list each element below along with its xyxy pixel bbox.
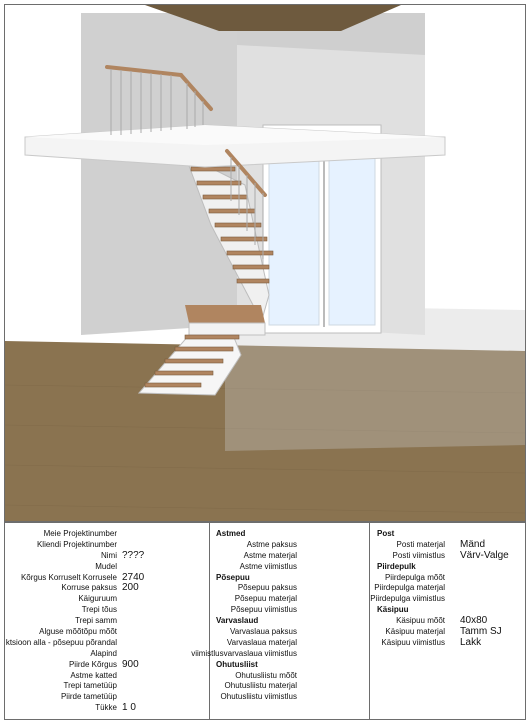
field-label: Nimi <box>101 550 117 560</box>
table-row <box>370 616 525 627</box>
section-header: Põsepuu <box>216 572 250 582</box>
field-label: Trepi samm <box>75 616 117 626</box>
field-label: Ohutusliistu viimistlus <box>220 692 297 702</box>
field-label: Ohutusliistu materjal <box>224 681 297 691</box>
table-row <box>210 594 369 605</box>
table-row <box>5 540 209 551</box>
field-label: Põsepuu viimistlus <box>230 605 297 615</box>
field-label: Astme paksus <box>246 539 297 549</box>
field-label: Käsipuu viimistlus <box>381 637 445 647</box>
table-row <box>5 649 209 660</box>
field-value: 40x80 <box>460 615 488 627</box>
section-header: Post <box>377 529 395 538</box>
field-value: 2740 <box>122 571 145 583</box>
table-row <box>5 551 209 562</box>
field-label: Alguse mõõtõpu mõõt <box>39 627 117 637</box>
table-row <box>5 660 209 671</box>
field-label: Piirde tametüüp <box>60 692 117 702</box>
table-row <box>210 660 369 671</box>
field-label: Posti materjal <box>396 539 445 549</box>
table-row <box>370 605 525 616</box>
field-label: Astme katted <box>70 670 117 680</box>
table-row <box>370 551 525 562</box>
field-label: Mudel <box>95 561 117 571</box>
stair-render-illustration <box>5 5 525 521</box>
field-label: Kliendi Projektinumber <box>36 539 117 549</box>
field-label: viimistlusvarvaslaua viimistlus <box>191 648 297 658</box>
field-label: Käiguruum <box>78 594 117 604</box>
table-row <box>5 681 209 692</box>
specification-table <box>4 522 526 720</box>
stair-3d-render <box>4 4 526 522</box>
project-column <box>5 523 210 719</box>
table-row <box>5 605 209 616</box>
table-row <box>5 627 209 638</box>
table-row <box>5 529 209 540</box>
field-label: Alapind <box>90 648 117 658</box>
table-row <box>370 583 525 594</box>
field-label: Varvaslaua paksus <box>230 627 297 637</box>
field-label: Astme viimistlus <box>239 561 297 571</box>
table-row <box>210 540 369 551</box>
section-header: Ohutusliist <box>216 659 258 669</box>
field-label: Kõrgus Korruselt Korrusele <box>20 572 117 582</box>
field-value: Lakk <box>460 636 482 648</box>
field-value: 1 0 <box>122 702 136 714</box>
field-label: Piirdepulga materjal <box>374 583 445 593</box>
table-row <box>5 703 209 714</box>
field-value: 900 <box>122 658 139 670</box>
field-label: Piirde Kõrgus <box>68 659 117 669</box>
table-row <box>5 692 209 703</box>
field-label: ktsioon alla - põsepuu põrandal <box>5 637 117 647</box>
field-label: Tükke <box>95 703 117 713</box>
table-row <box>370 562 525 573</box>
table-row <box>370 573 525 584</box>
field-label: Piirdepulga viimistlus <box>370 594 445 604</box>
field-value: Mänd <box>460 538 486 550</box>
table-row <box>210 529 369 540</box>
table-row <box>210 573 369 584</box>
table-row <box>370 638 525 649</box>
table-row <box>5 583 209 594</box>
field-label: Käsipuu mõõt <box>396 616 445 626</box>
field-label: Posti viimistlus <box>392 550 445 560</box>
table-row <box>370 594 525 605</box>
field-value: Värv-Valge <box>460 549 509 561</box>
section-header: Astmed <box>216 529 246 538</box>
field-value: Tamm SJ <box>460 626 502 638</box>
field-value: ???? <box>122 549 145 561</box>
field-label: Trepi tõus <box>81 605 117 615</box>
field-label: Astme materjal <box>243 550 297 560</box>
table-row <box>210 562 369 573</box>
table-row <box>210 671 369 682</box>
field-value: 200 <box>122 582 139 594</box>
field-label: Käsipuu materjal <box>385 627 445 637</box>
table-row <box>191 648 369 660</box>
table-row <box>5 562 209 573</box>
table-row <box>210 638 369 649</box>
table-row <box>210 605 369 616</box>
section-header: Varvaslaud <box>216 616 259 626</box>
field-label: Põsepuu paksus <box>237 583 297 593</box>
field-label: Ohutusliistu mõõt <box>235 670 297 680</box>
table-row <box>210 627 369 638</box>
table-row <box>370 529 525 540</box>
railing-column <box>370 523 525 719</box>
table-row <box>5 671 209 682</box>
table-row <box>5 616 209 627</box>
field-label: Varvaslaua materjal <box>226 637 297 647</box>
table-row <box>210 616 369 627</box>
table-row <box>210 681 369 692</box>
field-label: Korruse paksus <box>61 583 117 593</box>
section-header: Käsipuu <box>377 605 409 615</box>
table-row <box>210 692 369 703</box>
field-label: Põsepuu materjal <box>234 594 297 604</box>
field-label: Piirdepulga mõõt <box>384 572 445 582</box>
field-label: Meie Projektinumber <box>43 529 117 538</box>
section-header: Piirdepulk <box>377 561 416 571</box>
table-row <box>5 573 209 584</box>
table-row <box>210 551 369 562</box>
table-row <box>370 627 525 638</box>
table-row <box>5 594 209 605</box>
table-row <box>5 638 209 649</box>
table-row <box>210 583 369 594</box>
field-label: Trepi tametüüp <box>63 681 117 691</box>
steps-column <box>191 523 370 719</box>
